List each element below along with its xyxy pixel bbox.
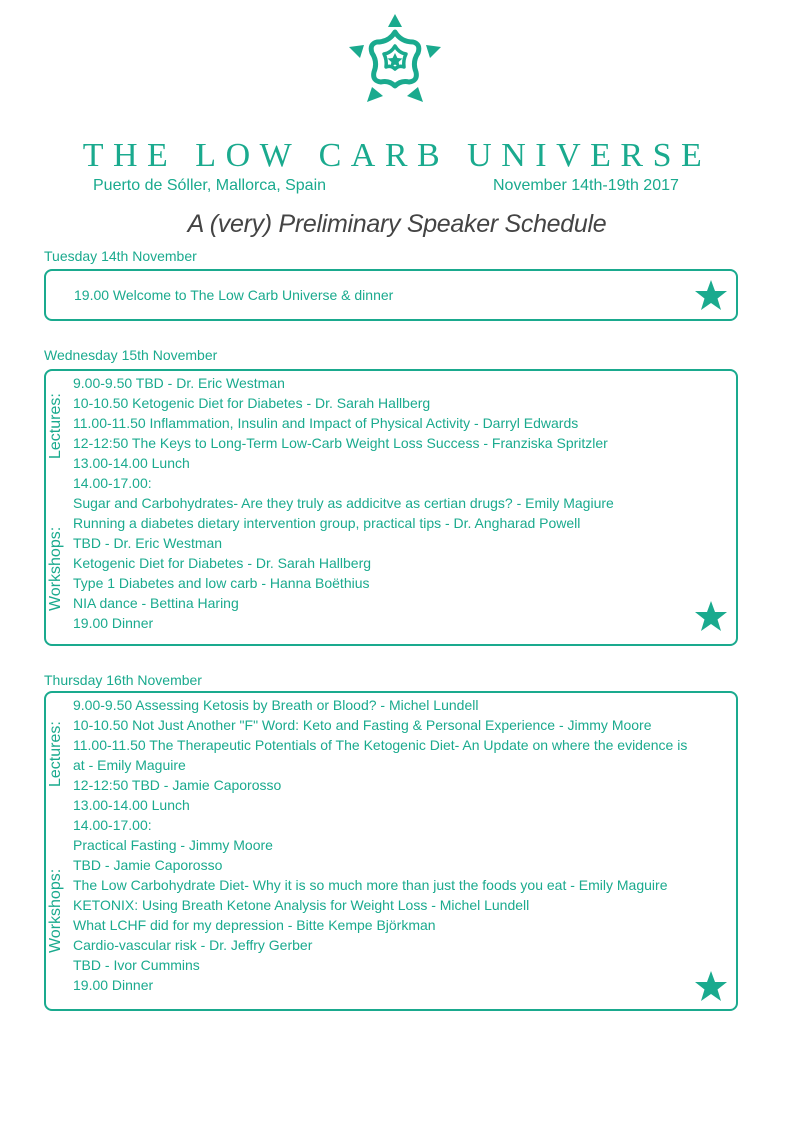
schedule-item: 19.00 Dinner (73, 977, 154, 993)
event-location: Puerto de Sóller, Mallorca, Spain (93, 177, 327, 194)
schedule-item: 19.00 Welcome to The Low Carb Universe & dinner (74, 287, 394, 303)
workshops-label: Workshops: (47, 868, 64, 953)
lectures-label: Lectures: (47, 393, 64, 459)
schedule-item: Sugar and Carbohydrates- Are they truly as addicitve as certian drugs? - Emily Magiure (73, 495, 614, 511)
schedule-item: 14.00-17.00: (73, 475, 152, 491)
star-icon (694, 279, 728, 311)
schedule-item: 13.00-14.00 Lunch (73, 455, 190, 471)
schedule-item: 9.00-9.50 Assessing Ketosis by Breath or Blood? - Michel Lundell (73, 697, 479, 713)
schedule-item: 11.00-11.50 Inflammation, Insulin and Impact of Physical Activity - Darryl Edwards (73, 415, 579, 431)
event-dates: November 14th-19th 2017 (493, 177, 679, 194)
day-heading-tuesday: Tuesday 14th November (44, 248, 197, 264)
schedule-item: The Low Carbohydrate Diet- Why it is so much more than just the foods you eat - Emily Maguire (73, 877, 668, 893)
schedule-box-thursday (44, 691, 738, 1011)
lectures-label: Lectures: (47, 721, 64, 787)
schedule-item: What LCHF did for my depression - Bitte Kempe Björkman (73, 917, 436, 933)
schedule-item: 9.00-9.50 TBD - Dr. Eric Westman (73, 375, 285, 391)
schedule-item: TBD - Jamie Caporosso (73, 857, 223, 873)
schedule-item: 19.00 Dinner (73, 615, 154, 631)
page-subtitle: A (very) Preliminary Speaker Schedule (187, 210, 607, 238)
schedule-item: Cardio-vascular risk - Dr. Jeffry Gerber (73, 937, 313, 953)
schedule-box-wednesday (44, 369, 738, 646)
day-heading-wednesday: Wednesday 15th November (44, 347, 218, 363)
schedule-item: 12-12:50 TBD - Jamie Caporosso (73, 777, 282, 793)
schedule-item: Practical Fasting - Jimmy Moore (73, 837, 273, 853)
star-logo-icon (346, 12, 444, 104)
page-title: THE LOW CARB UNIVERSE (82, 137, 712, 174)
schedule-item: 11.00-11.50 The Therapeutic Potentials of The Ketogenic Diet- An Update on where the evidence is at - Emily Maguire (73, 737, 688, 773)
schedule-item: NIA dance - Bettina Haring (73, 595, 239, 611)
schedule-item: TBD - Ivor Cummins (73, 957, 200, 973)
schedule-item: 14.00-17.00: (73, 817, 152, 833)
star-icon (694, 600, 728, 632)
schedule-item: KETONIX: Using Breath Ketone Analysis for Weight Loss - Michel Lundell (73, 897, 530, 913)
schedule-item: Type 1 Diabetes and low carb - Hanna Boëthius (73, 575, 370, 591)
workshops-label: Workshops: (47, 526, 64, 611)
schedule-item: 10-10.50 Not Just Another "F" Word: Keto and Fasting & Personal Experience - Jimmy Moore (73, 717, 652, 733)
schedule-item: 10-10.50 Ketogenic Diet for Diabetes - Dr. Sarah Hallberg (73, 395, 431, 411)
schedule-item: Ketogenic Diet for Diabetes - Dr. Sarah Hallberg (73, 555, 372, 571)
schedule-item: Running a diabetes dietary intervention group, practical tips - Dr. Angharad Powell (73, 515, 581, 531)
schedule-box-tuesday (44, 269, 738, 321)
schedule-item: TBD - Dr. Eric Westman (73, 535, 223, 551)
day-heading-thursday: Thursday 16th November (44, 672, 202, 688)
star-icon (694, 970, 728, 1002)
schedule-item: 12-12:50 The Keys to Long-Term Low-Carb Weight Loss Success - Franziska Spritzler (73, 435, 608, 451)
schedule-item: 13.00-14.00 Lunch (73, 797, 190, 813)
